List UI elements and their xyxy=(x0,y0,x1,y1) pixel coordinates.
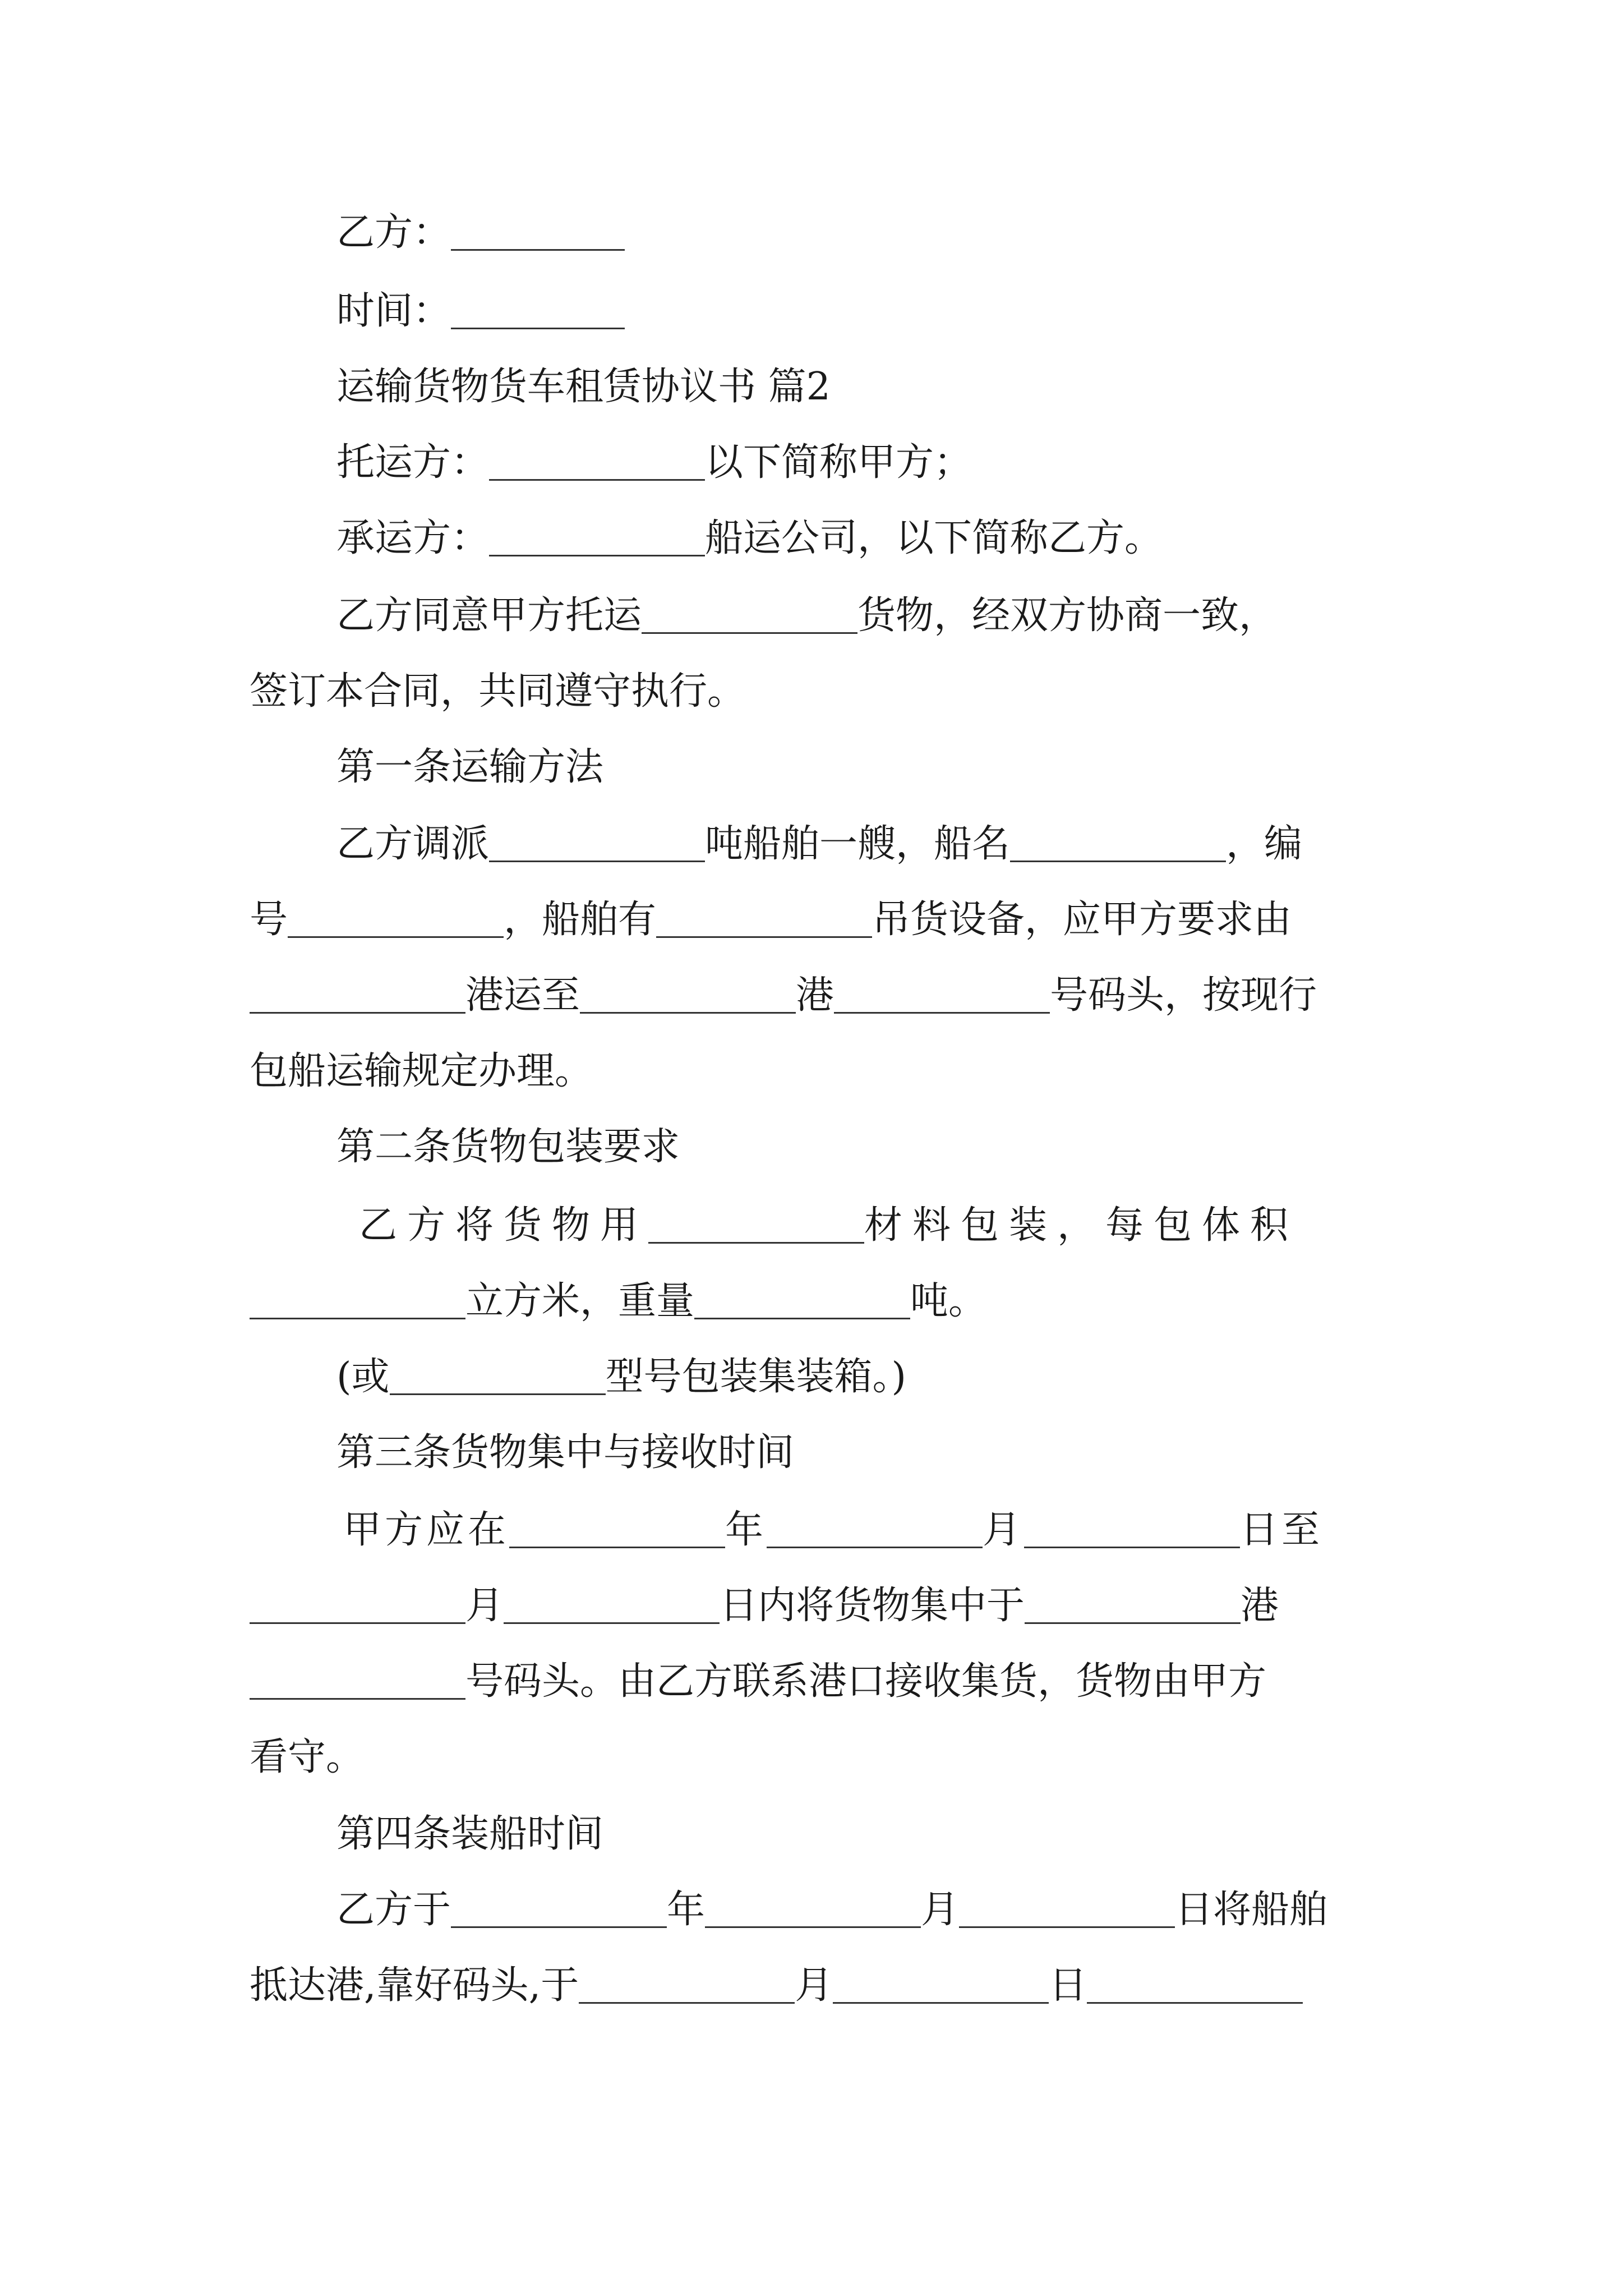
blank-field xyxy=(451,293,625,329)
paragraph-line xyxy=(0,664,1623,720)
blank-field xyxy=(504,1588,720,1624)
blank-field xyxy=(451,1892,667,1928)
blank-field xyxy=(489,444,705,481)
text: 吊货设备，应甲方要求由 xyxy=(872,898,1292,942)
paragraph-line xyxy=(0,1578,1623,1634)
blank-field xyxy=(250,977,465,1014)
text: 以下简称甲方； xyxy=(705,440,972,485)
paragraph-line xyxy=(0,1654,1623,1710)
blank-field xyxy=(250,1663,465,1700)
text: 港运至 xyxy=(465,973,580,1018)
text: 乙方同意甲方托运 xyxy=(336,593,642,638)
blank-field xyxy=(250,1283,465,1319)
blank-field xyxy=(694,1283,910,1319)
text: 港 xyxy=(796,973,834,1018)
article-heading xyxy=(0,1119,1623,1175)
paragraph-line xyxy=(0,1273,1623,1329)
text: 承运方： xyxy=(336,516,490,560)
blank-field xyxy=(767,1512,983,1548)
article-heading xyxy=(0,1806,1623,1862)
blank-field xyxy=(580,977,796,1014)
blank-field xyxy=(288,901,504,938)
article-heading xyxy=(0,739,1623,795)
text: 抵达港,靠好码头,于 xyxy=(250,1963,579,2008)
text: (或 xyxy=(336,1355,390,1399)
text: 时间： xyxy=(336,289,451,333)
blank-field xyxy=(705,1892,921,1928)
text: 日内将货物集中于 xyxy=(720,1584,1025,1628)
text: 月 xyxy=(795,1963,833,2008)
text: 看守。 xyxy=(250,1735,365,1779)
blank-field xyxy=(648,1207,864,1244)
text: 货物，经双方协商一致， xyxy=(857,593,1278,638)
text: 运输货物货车租赁协议书 篇2 xyxy=(336,365,831,409)
text: 型号包装集装箱。) xyxy=(605,1355,907,1399)
text: 港 xyxy=(1241,1584,1279,1628)
paragraph-line xyxy=(0,968,1623,1024)
blank-field xyxy=(1024,1512,1240,1548)
blank-field xyxy=(1010,826,1226,862)
paragraph-line xyxy=(0,1882,1623,1938)
blank-field xyxy=(656,901,872,938)
blank-field xyxy=(250,1588,465,1624)
text: 乙方将货物用 xyxy=(359,1203,649,1248)
blank-field xyxy=(834,977,1050,1014)
text: 年 xyxy=(667,1888,706,1932)
blank-field xyxy=(579,1967,795,2004)
text: 乙方： xyxy=(336,210,451,255)
text: 乙方调派 xyxy=(336,822,490,866)
text: 号码头，按现行 xyxy=(1050,973,1317,1018)
article-heading xyxy=(0,1425,1623,1481)
line-time xyxy=(0,283,1623,339)
paragraph-line xyxy=(0,1043,1623,1099)
text: 第三条货物集中与接收时间 xyxy=(336,1430,795,1475)
text: 月 xyxy=(465,1584,504,1628)
text: 乙方于 xyxy=(336,1888,451,1932)
text: 立方米，重量 xyxy=(465,1279,695,1323)
paragraph-line xyxy=(0,1729,1623,1786)
line-carrier xyxy=(0,510,1623,567)
text: 日将船舶 xyxy=(1175,1888,1328,1932)
paragraph-line xyxy=(0,1958,1623,2014)
blank-field xyxy=(642,597,857,634)
blank-field xyxy=(1025,1588,1241,1624)
text: ，编 xyxy=(1226,822,1303,866)
text: 签订本合同，共同遵守执行。 xyxy=(250,669,746,714)
blank-field xyxy=(509,1512,725,1548)
section-heading xyxy=(0,359,1623,415)
paragraph-line xyxy=(0,1502,1623,1558)
paragraph-line xyxy=(0,892,1623,948)
paragraph-line xyxy=(0,588,1623,644)
text: 托运方： xyxy=(336,440,490,485)
line-shipper xyxy=(0,435,1623,491)
line-party-b xyxy=(0,205,1623,261)
paragraph-line xyxy=(0,1349,1623,1405)
blank-field xyxy=(390,1359,606,1395)
blank-field xyxy=(489,826,705,862)
text: 材料包装，每包体积 xyxy=(864,1203,1299,1248)
blank-field xyxy=(489,520,705,556)
text: 号 xyxy=(250,898,288,942)
text: 年 xyxy=(725,1508,767,1552)
text: 日 xyxy=(1049,1963,1087,2008)
text: 吨。 xyxy=(910,1279,987,1323)
text: 第一条运输方法 xyxy=(336,745,604,789)
text: 第二条货物包装要求 xyxy=(336,1125,680,1169)
blank-field xyxy=(1087,1967,1303,2004)
blank-field xyxy=(833,1967,1049,2004)
text: 船运公司，以下简称乙方。 xyxy=(705,516,1163,560)
text: 吨船舶一艘，船名 xyxy=(705,822,1011,866)
text: 月 xyxy=(921,1888,960,1932)
text: 月 xyxy=(983,1508,1025,1552)
text: 甲方应在 xyxy=(343,1508,510,1552)
text: ，船舶有 xyxy=(504,898,657,942)
text: 号码头。由乙方联系港口接收集货，货物由甲方 xyxy=(465,1659,1267,1704)
blank-field xyxy=(959,1892,1175,1928)
text: 第四条装船时间 xyxy=(336,1812,604,1856)
paragraph-line xyxy=(0,1198,1623,1254)
blank-field xyxy=(451,214,625,251)
text: 日至 xyxy=(1240,1508,1324,1552)
paragraph-line xyxy=(0,816,1623,872)
text: 包船运输规定办理。 xyxy=(250,1049,593,1093)
